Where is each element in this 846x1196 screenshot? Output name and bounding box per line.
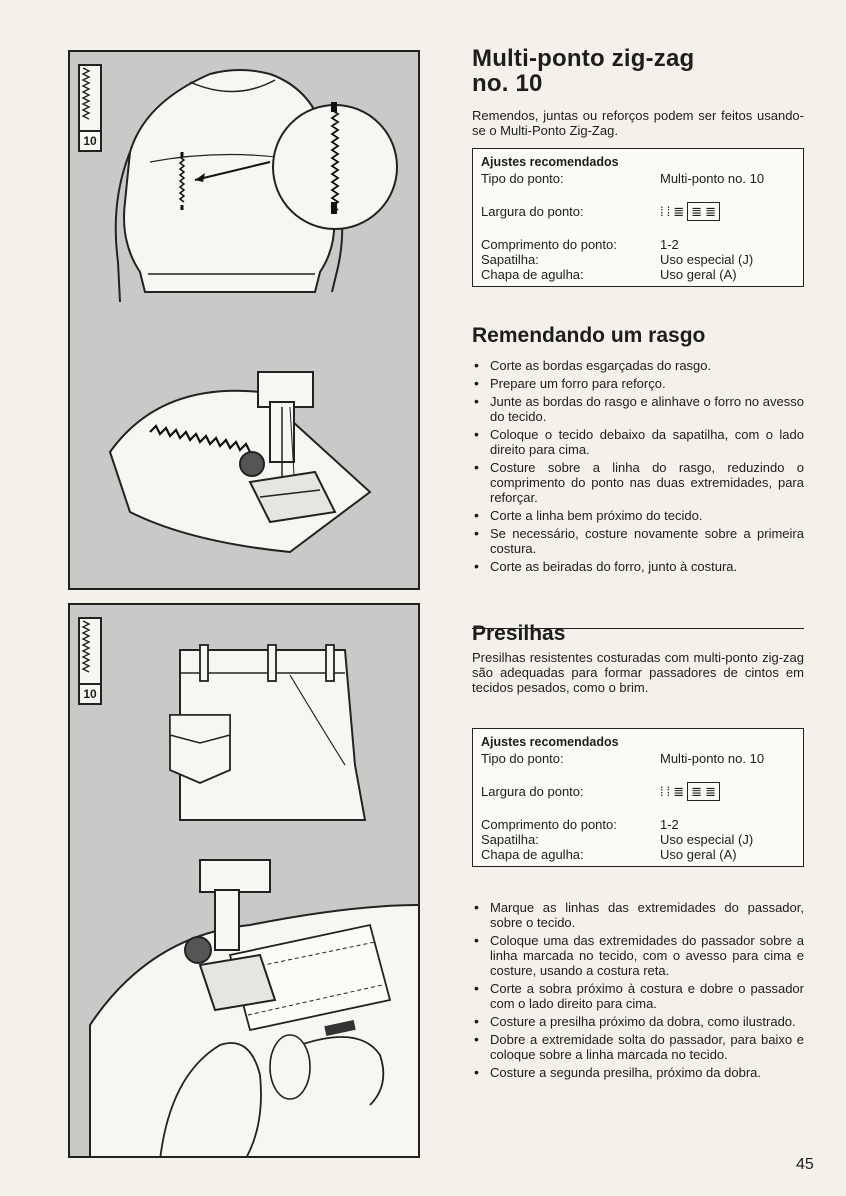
multi-zigzag-stitch-icon	[80, 619, 100, 685]
settings-row-length	[481, 817, 795, 832]
list-item: • Coloque uma das extremidades do passador sobre a linha marcada no tecido, com o avesso para cima e costure, usando a costura reta.	[472, 933, 804, 978]
section3-header	[472, 622, 804, 646]
settings-row-foot	[481, 832, 795, 847]
page-title-line1: Multi-ponto zig-zag	[472, 45, 695, 72]
length-value: 1-2	[660, 817, 679, 832]
settings-title: Ajustes recomendados	[481, 735, 619, 749]
settings-row-width	[481, 782, 795, 801]
section2-header	[472, 324, 804, 348]
settings-row-plate	[481, 847, 795, 862]
list-item: • Prepare um forro para reforço.	[472, 376, 804, 391]
width-label: Largura do ponto:	[481, 784, 584, 799]
stitch-number: 10	[83, 134, 97, 148]
section3-intro-block	[472, 650, 804, 695]
settings-row-stitch-type	[481, 171, 795, 186]
section-title-multi-zigzag	[472, 46, 804, 96]
section2-title: Remendando um rasgo	[472, 324, 706, 347]
stitch-type-value: Multi-ponto no. 10	[660, 751, 765, 766]
jacket-and-presser-foot-drawing	[70, 52, 420, 590]
stitch-selector-badge	[78, 64, 102, 152]
foot-label: Sapatilha:	[481, 252, 539, 267]
section3-title: Presilhas	[472, 622, 566, 645]
section4-list-block	[472, 900, 804, 1083]
page-number: 45	[796, 1156, 814, 1173]
length-label: Comprimento do ponto:	[481, 237, 617, 252]
section1-intro-block	[472, 108, 804, 138]
length-value: 1-2	[660, 237, 679, 252]
settings-title: Ajustes recomendados	[481, 155, 619, 169]
list-item: • Corte as bordas esgarçadas do rasgo.	[472, 358, 804, 373]
list-item: • Corte a linha bem próximo do tecido.	[472, 508, 804, 523]
stitch-selector-badge	[78, 617, 102, 705]
plate-label: Chapa de agulha:	[481, 267, 584, 282]
section2-list-block	[472, 358, 804, 577]
list-item: • Costure a segunda presilha, próximo da dobra.	[472, 1065, 804, 1080]
stitch-type-label: Tipo do ponto:	[481, 171, 564, 186]
section1-intro: Remendos, juntas ou reforços podem ser feitos usando-se o Multi-Ponto Zig-Zag.	[472, 108, 804, 138]
plate-value: Uso geral (A)	[660, 267, 737, 282]
stitch-number: 10	[83, 687, 97, 701]
list-item: • Se necessário, costure novamente sobre a primeira costura.	[472, 526, 804, 556]
list-item: • Dobre a extremidade solta do passador, para baixo e coloque sobre a linha marcada no tecido.	[472, 1032, 804, 1062]
settings-box-1	[472, 148, 804, 287]
stitch-type-label: Tipo do ponto:	[481, 751, 564, 766]
settings-row-width	[481, 202, 795, 221]
list-item: • Costure sobre a linha do rasgo, reduzindo o comprimento do ponto nas duas extremidades, para reforçar.	[472, 460, 804, 505]
settings-row-foot	[481, 252, 795, 267]
settings-box-2	[472, 728, 804, 867]
settings-row-plate	[481, 267, 795, 282]
width-label: Largura do ponto:	[481, 204, 584, 219]
stitch-type-value: Multi-ponto no. 10	[660, 171, 765, 186]
repair-steps-list	[472, 358, 804, 574]
list-item: • Corte as beiradas do forro, junto à costura.	[472, 559, 804, 574]
length-label: Comprimento do ponto:	[481, 817, 617, 832]
stitch-width-icon: ⁞ ⁞ ≣ ≣ ≣	[660, 202, 795, 221]
foot-label: Sapatilha:	[481, 832, 539, 847]
section3-intro: Presilhas resistentes costuradas com multi-ponto zig-zag são adequadas para formar passadores de cintos em tecidos pesados, como o brim.	[472, 650, 804, 695]
list-item: • Costure a presilha próximo da dobra, como ilustrado.	[472, 1014, 804, 1029]
list-item: • Junte as bordas do rasgo e alinhave o forro no avesso do tecido.	[472, 394, 804, 424]
trousers-and-belt-loop-drawing	[70, 605, 420, 1158]
belt-loop-steps-list	[472, 900, 804, 1080]
list-item: • Marque as linhas das extremidades do passador, sobre o tecido.	[472, 900, 804, 930]
settings-row-stitch-type	[481, 751, 795, 766]
list-item: • Coloque o tecido debaixo da sapatilha, com o lado direito para cima.	[472, 427, 804, 457]
plate-label: Chapa de agulha:	[481, 847, 584, 862]
multi-zigzag-stitch-icon	[80, 66, 100, 132]
settings-row-length	[481, 237, 795, 252]
illustration-jacket-repair	[68, 50, 420, 590]
stitch-width-icon: ⁞ ⁞ ≣ ≣ ≣	[660, 782, 795, 801]
plate-value: Uso geral (A)	[660, 847, 737, 862]
page-title-line2: no. 10	[472, 70, 543, 97]
foot-value: Uso especial (J)	[660, 252, 754, 267]
list-item: • Corte a sobra próximo à costura e dobre o passador com o lado direito para cima.	[472, 981, 804, 1011]
foot-value: Uso especial (J)	[660, 832, 754, 847]
illustration-belt-loops	[68, 603, 420, 1158]
